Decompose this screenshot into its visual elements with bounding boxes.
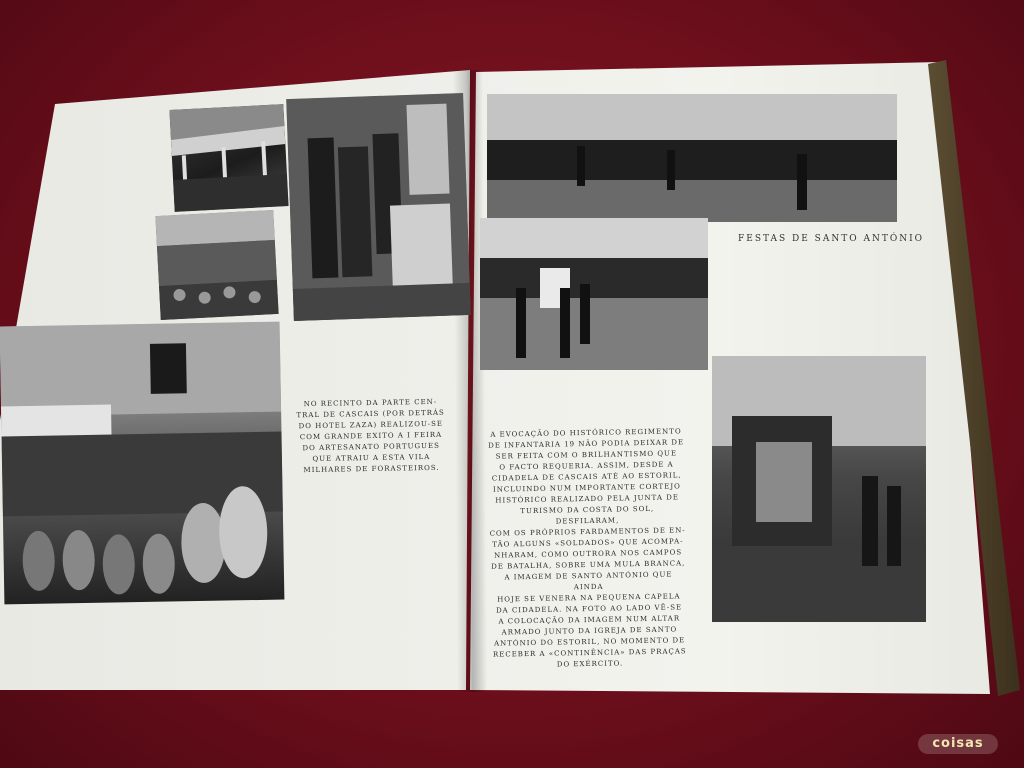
photo-wicker-chairs	[286, 93, 471, 321]
photo-altar-chapel	[712, 356, 926, 622]
festivals-heading: FESTAS DE SANTO ANTÓNIO	[738, 234, 925, 244]
photo-procession-mule	[480, 218, 708, 370]
photo-fair-stand	[169, 104, 288, 212]
photo-soldiers-parade	[487, 94, 897, 222]
site-watermark-logo: coisas	[918, 734, 998, 754]
photo-market-crowd	[155, 210, 278, 320]
left-page-caption: NO RECINTO DA PARTE CEN- TRAL DE CASCAIS (POR DETRÁS DO HOTEL ZAZA) REALIZOU-SE COM GRANDE EXITO A I FEIRA DO ARTESANATO PORTUGUES QUE ATRAIU A ESTA VILA MILHARES DE FORASTEIROS.	[296, 397, 445, 475]
right-page-caption: A EVOCAÇÃO DO HISTÓRICO REGIMENTO DE INFANTARIA 19 NÃO PODIA DEIXAR DE SER FEITA COM O BRILHANTISMO QUE O FACTO REQUERIA. ASSIM, DESDE A CIDADELA DE CASCAIS ATÉ AO ESTORIL, INCLUINDO NUM IMPORTANTE CORTEJO HISTÓRICO REALIZADO PELA JUNTA DE TURISMO DA COSTA DO SOL, DESFILARAM, COM OS PRÓPRIOS FARDAMENTOS DE EN- TÃO ALGUNS «SOLDADOS» QUE ACOMPA- NHARAM, COMO OUTRORA NOS CAMPOS DE BATALHA, SOBRE UMA MULA BRANCA, A IMAGEM DE SANTO ANTÓNIO QUE AINDA HOJE SE VENERA NA PEQUENA CAPELA DA CIDADELA. NA FOTO AO LADO VÊ-SE A COLOCAÇÃO DA IMAGEM NUM ALTAR ARMADO JUNTO DA IGREJA DE SANTO ANTÓNIO DO ESTORIL, NO MOMENTO DE RECEBER A «CONTINÊNCIA» DAS PRAÇAS DO EXÉRCITO.	[488, 427, 687, 669]
photo-pottery	[0, 322, 284, 605]
